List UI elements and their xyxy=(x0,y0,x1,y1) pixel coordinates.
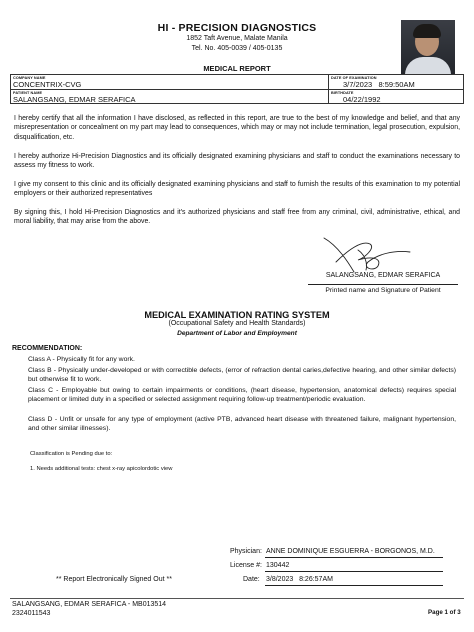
rating-system-title: MEDICAL EXAMINATION RATING SYSTEM xyxy=(144,310,330,320)
page-number: Page 1 of 3 xyxy=(428,609,461,616)
signature-caption: Printed name and Signature of Patient xyxy=(325,287,441,294)
pending-item: 1. Needs additional tests: chest x-ray apicolordotic view xyxy=(30,466,173,472)
class-a-description: Class A - Physically fit for any work. xyxy=(28,356,135,363)
footer-reference: 2324011543 xyxy=(12,610,51,617)
footer-divider xyxy=(10,598,464,599)
consent-paragraph-liability: By signing this, I hold Hi-Precision Diagnostics and it's authorized physicians and staff free from any criminal, civil, administrative, ethical, and moral liability, that may arise from the above. xyxy=(14,209,460,226)
company-name-label: COMPANY NAME xyxy=(13,76,46,80)
date-underline xyxy=(265,585,443,586)
physician-underline xyxy=(265,557,443,558)
company-name: HI - PRECISION DIAGNOSTICS xyxy=(157,22,317,34)
patient-photo xyxy=(401,20,455,74)
patient-info-grid xyxy=(10,74,464,104)
rating-system-subtitle: (Occupational Safety and Health Standards) xyxy=(168,320,306,327)
birthdate-cell xyxy=(328,89,464,104)
pending-label: Classification is Pending due to: xyxy=(30,451,113,457)
consent-paragraph-certify: I hereby certify that all the information I have disclosed, as reflected in this report, are true to the best of my knowledge and belief, and that any misrepresentation or concealment on my part may lead to consequences, which may or may not include termination, legal prosecution, expulsion, disqualification, etc. xyxy=(14,115,460,141)
report-title: MEDICAL REPORT xyxy=(203,64,271,73)
patient-name-value: SALANGSANG, EDMAR SERAFICA xyxy=(13,95,136,104)
signature-line xyxy=(308,284,458,285)
exam-date-label: DATE OF EXAMINATION xyxy=(331,76,377,80)
recommendation-label: RECOMMENDATION: xyxy=(12,345,83,352)
license-number: 130442 xyxy=(266,562,290,569)
physician-label: Physician: xyxy=(230,548,262,555)
license-label: License #: xyxy=(230,562,262,569)
signed-date-label: Date: xyxy=(243,576,260,583)
rating-system-department: Department of Labor and Employment xyxy=(177,330,297,337)
consent-paragraph-authorize: I hereby authorize Hi-Precision Diagnostics and its officially designated examining physicians and staff to conduct the examinations necessary to assess my fitness to work. xyxy=(14,153,460,170)
physician-name: ANNE DOMINIQUE ESGUERRA - BORGONOS, M.D. xyxy=(266,548,435,555)
exam-date-value: 3/7/2023 8:59:50AM xyxy=(343,80,415,89)
patient-signature xyxy=(318,232,418,276)
birthdate-value: 04/22/1992 xyxy=(343,95,381,104)
signed-date-value: 3/8/2023 8:26:57AM xyxy=(266,576,333,583)
company-name-cell xyxy=(10,74,328,89)
license-underline xyxy=(265,571,443,572)
class-c-description: Class C - Employable but owing to certain impairments or conditions, (heart disease, hypertension, anatomical defects) requires special placement or limited duty in a specified or selected assignment requiring follow-up treatment/periodic evaluation. xyxy=(28,387,456,404)
patient-name-cell xyxy=(10,89,328,104)
electronic-signature-note: ** Report Electronically Signed Out ** xyxy=(56,576,172,583)
company-name-value: CONCENTRIX-CVG xyxy=(13,80,82,89)
class-b-description: Class B - Physically under-developed or with correctible defects, (error of refraction dental caries,defective hearing, and other similar defects) but otherwise fit to work. xyxy=(28,367,456,384)
class-d-description: Class D - Unfit or unsafe for any type of employment (active PTB, advanced heart disease with threatened failure, malignant hypertension, and other similar illnesses). xyxy=(28,416,456,433)
patient-name-label: PATIENT NAME xyxy=(13,91,43,95)
company-telephone: Tel. No. 405-0039 / 405-0135 xyxy=(191,45,283,52)
footer-patient-code: SALANGSANG, EDMAR SERAFICA - MB013514 xyxy=(12,601,167,608)
company-address: 1852 Taft Avenue, Malate Manila xyxy=(186,35,288,42)
exam-date-cell xyxy=(328,74,464,89)
birthdate-label: BIRTHDATE xyxy=(331,91,354,95)
consent-paragraph-furnish: I give my consent to this clinic and its officially designated examining physicians and staff to furnish the results of this examination to my potential employers or their authorized representatives xyxy=(14,181,460,198)
signature-printed-name: SALANGSANG, EDMAR SERAFICA xyxy=(325,272,441,279)
